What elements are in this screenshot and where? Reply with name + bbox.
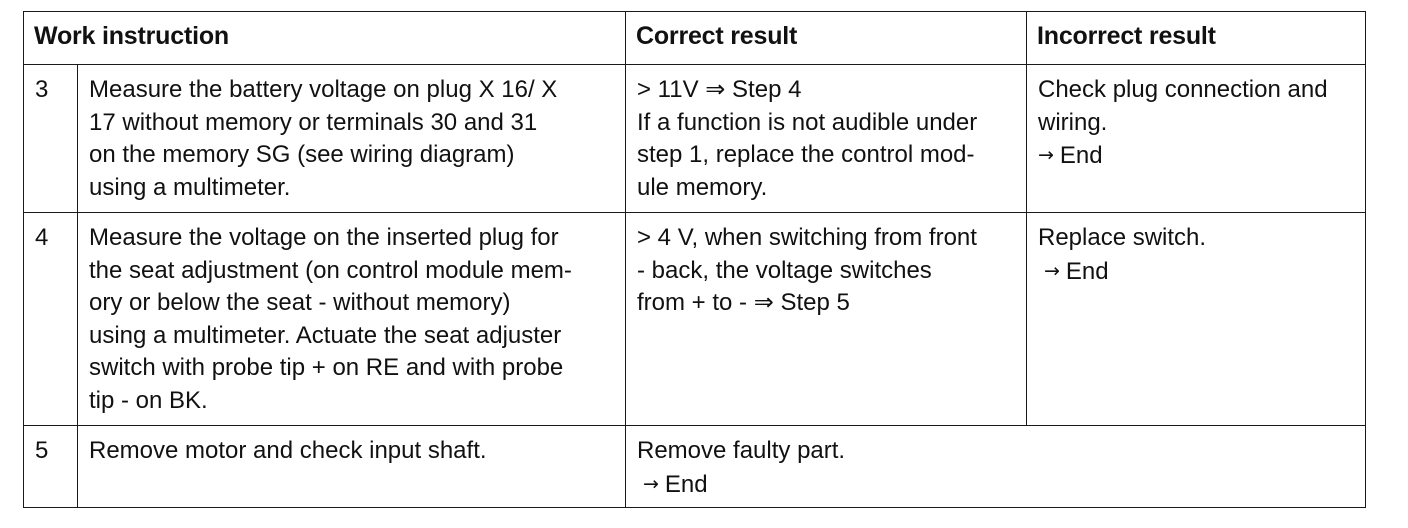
instruction-text: Measure the voltage on the inserted plug for the seat adjustment (on control module mem- ory or below the seat - without memory) using a multimeter. Actuate the seat adjuster switch with probe tip + on RE and with probe tip - on BK. <box>89 224 572 414</box>
incorrect-result-text: Replace switch. <box>1038 224 1207 251</box>
instruction-text: Remove motor and check input shaft. <box>89 437 487 464</box>
instruction-cell <box>78 65 626 213</box>
table-row <box>24 65 1366 213</box>
work-instruction-table <box>23 11 1366 508</box>
end-label: End <box>664 470 708 498</box>
instruction-text: Measure the battery voltage on plug X 16/ X 17 without memory or terminals 30 and 31 on the memory SG (see wiring diagram) using a multimeter. <box>89 76 558 201</box>
header-correct-result: Correct result <box>626 12 1027 65</box>
instruction-cell <box>78 426 626 508</box>
end-line <box>637 468 1355 502</box>
header-work-instruction: Work instruction <box>24 12 626 65</box>
step-number: 5 <box>24 426 78 508</box>
end-line <box>1038 255 1355 289</box>
correct-result-text: Remove faulty part. <box>637 437 846 464</box>
instruction-cell <box>78 213 626 426</box>
table-row <box>24 213 1366 426</box>
table-row <box>24 426 1366 508</box>
end-line <box>1038 139 1355 173</box>
arrow-right-icon: → <box>1038 144 1054 166</box>
step-number: 3 <box>24 65 78 213</box>
correct-result-cell <box>626 426 1366 508</box>
step-number: 4 <box>24 213 78 426</box>
end-label: End <box>1065 257 1109 285</box>
correct-result-text: > 4 V, when switching from front - back, the voltage switches from + to - ⇒ Step 5 <box>637 224 977 316</box>
incorrect-result-text: Check plug connection and wiring. <box>1038 76 1328 136</box>
incorrect-result-cell <box>1027 65 1366 213</box>
end-label: End <box>1059 142 1103 169</box>
correct-result-cell <box>626 213 1027 426</box>
arrow-right-icon: → <box>643 472 659 495</box>
header-row <box>24 12 1366 65</box>
header-incorrect-result: Incorrect result <box>1027 12 1366 65</box>
correct-result-cell <box>626 65 1027 213</box>
incorrect-result-cell <box>1027 213 1366 426</box>
correct-result-text: > 11V ⇒ Step 4 If a function is not audible under step 1, replace the control mod- ule memory. <box>637 76 978 201</box>
arrow-right-icon: → <box>1044 259 1060 282</box>
